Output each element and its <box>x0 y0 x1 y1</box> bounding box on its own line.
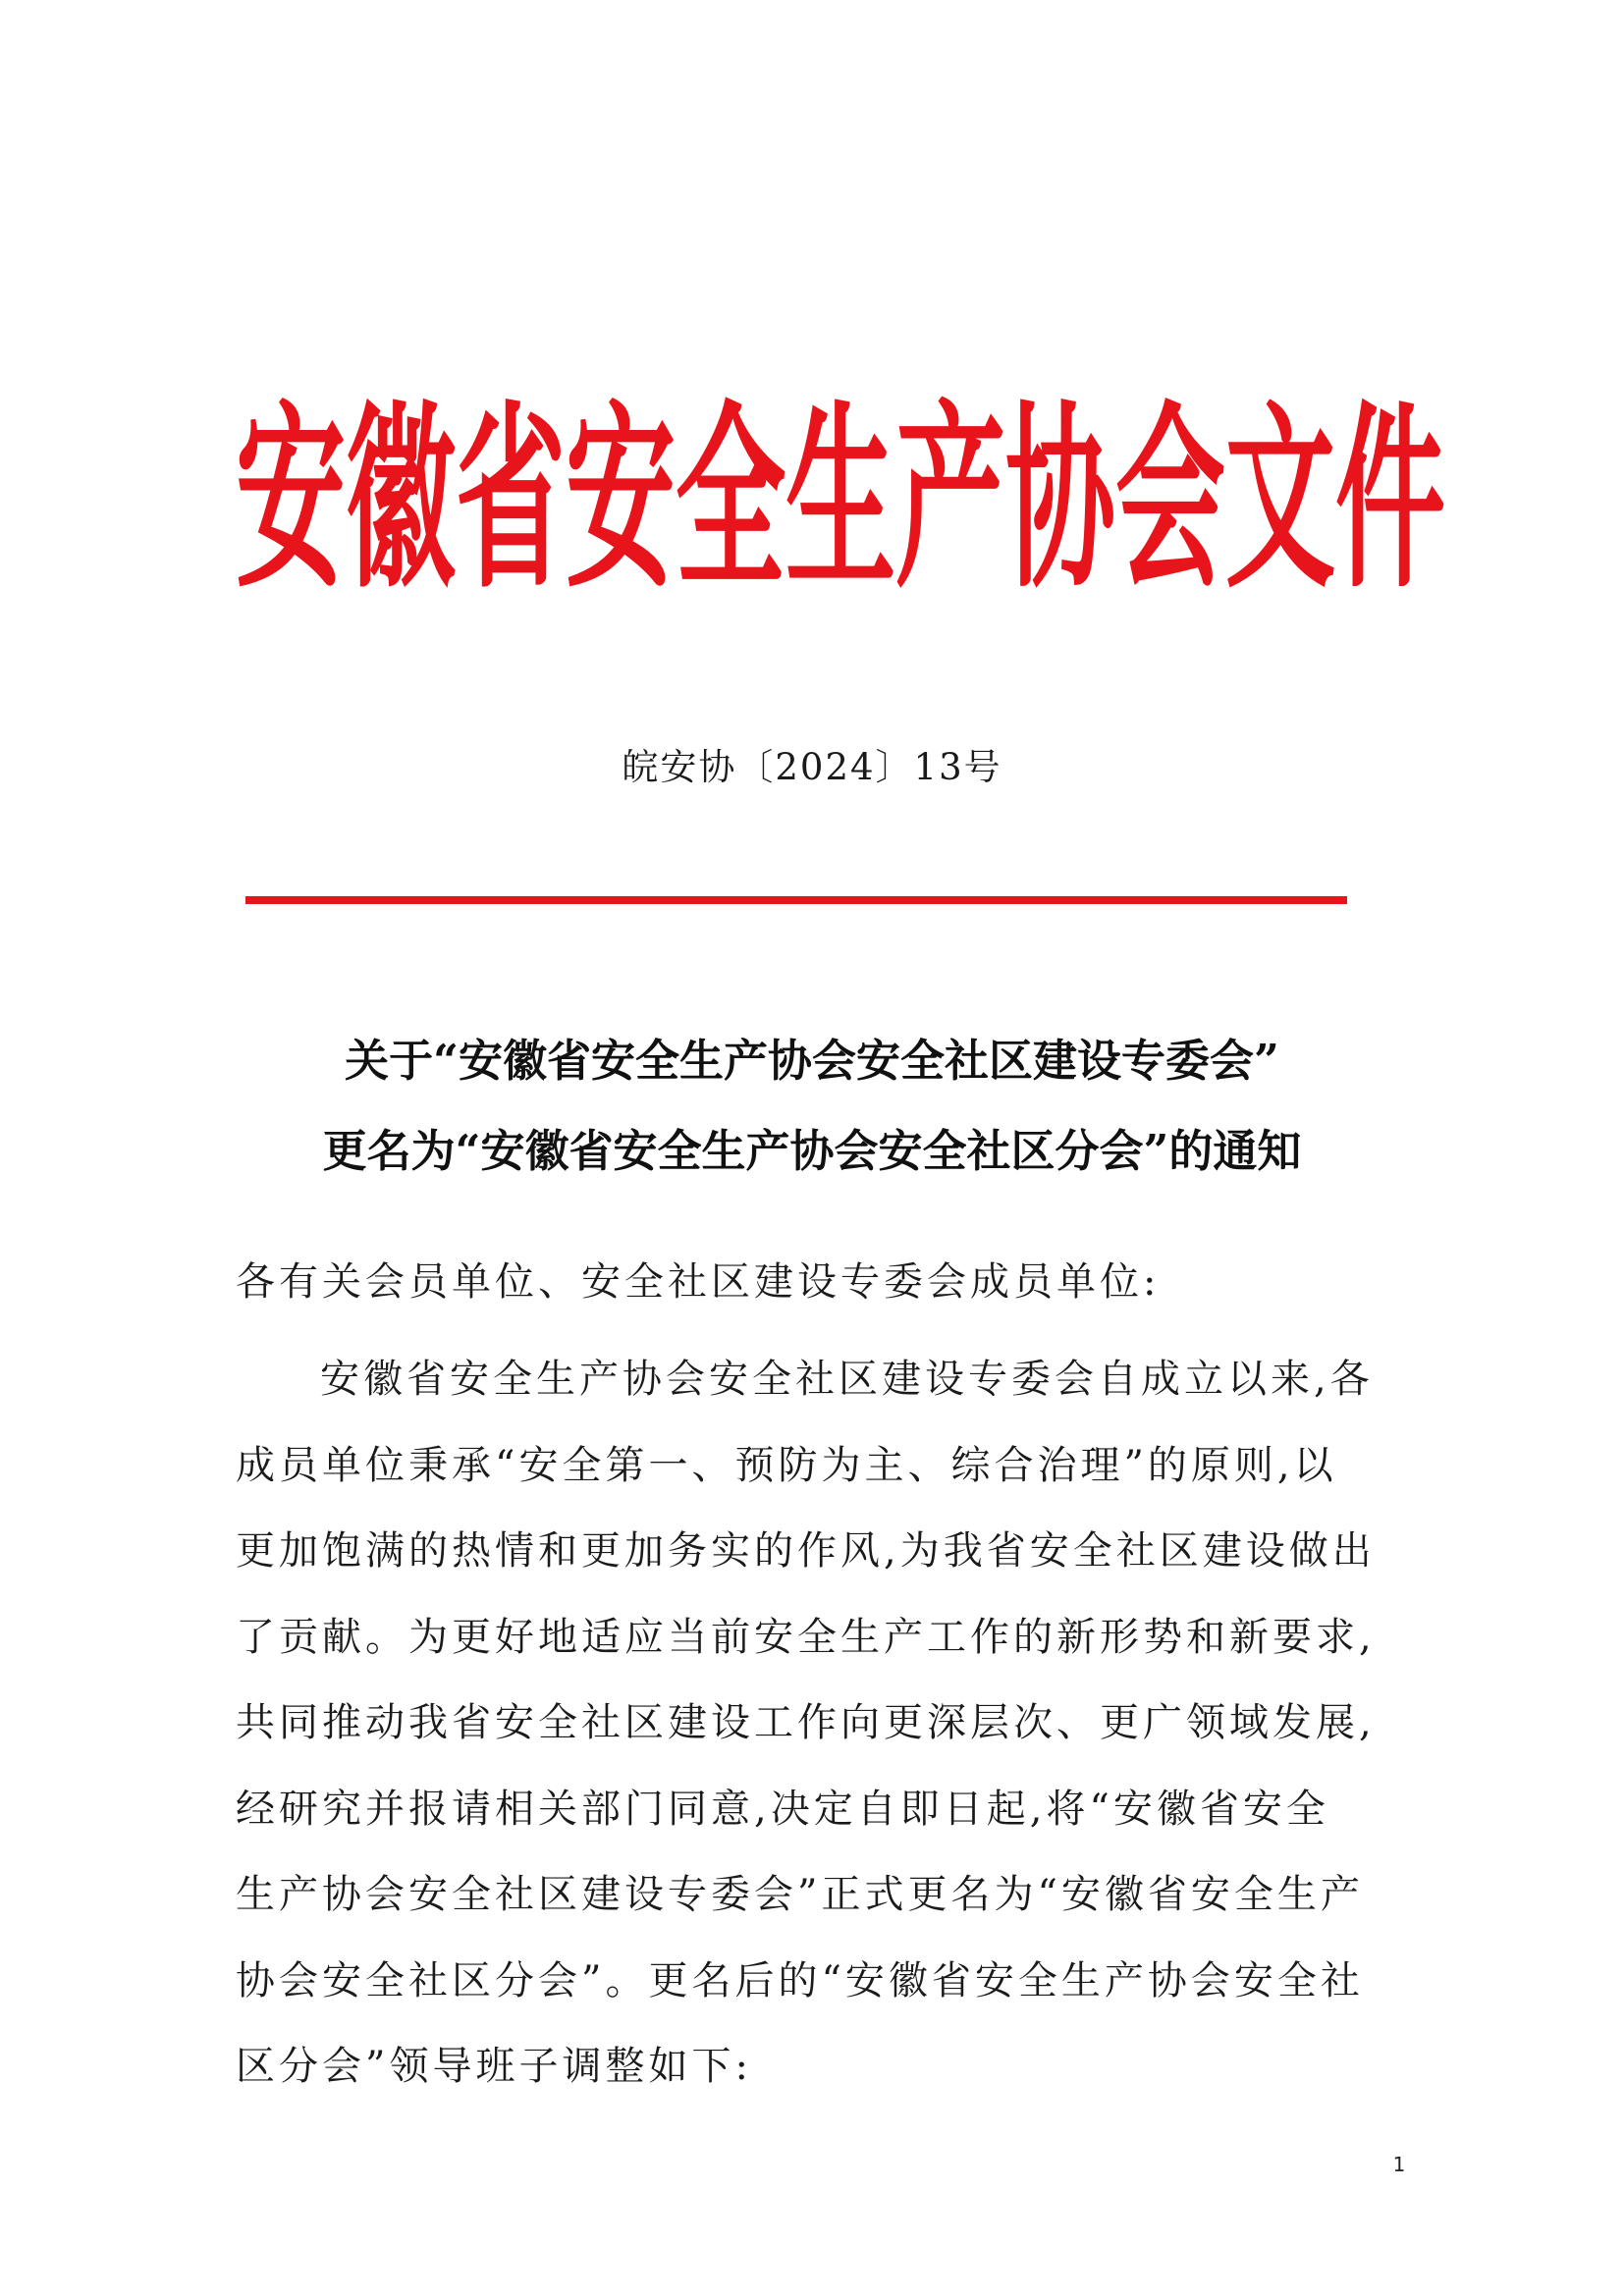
salutation: 各有关会员单位、安全社区建设专委会成员单位: <box>236 1259 1161 1305</box>
body-line: 生产协会安全社区建设专委会”正式更名为“安徽省安全生产 <box>236 1872 1364 1917</box>
notice-title <box>0 1016 1624 1197</box>
body-line: 了贡献。为更好地适应当前安全生产工作的新形势和新要求, <box>236 1614 1376 1660</box>
masthead-title: 安徽省安全生产协会文件 <box>236 386 1445 615</box>
body-line: 安徽省安全生产协会安全社区建设专委会自成立以来,各 <box>320 1357 1374 1402</box>
body-line: 区分会”领导班子调整如下: <box>236 2044 752 2089</box>
body-paragraph <box>236 1337 1414 2110</box>
body-line: 成员单位秉承“安全第一、预防为主、综合治理”的原则,以 <box>236 1442 1337 1488</box>
body-line: 共同推动我省安全社区建设工作向更深层次、更广领域发展, <box>236 1700 1376 1745</box>
page-number: 1 <box>1392 2153 1406 2176</box>
notice-title-line-1: 关于“安徽省安全生产协会安全社区建设专委会” <box>345 1035 1279 1087</box>
document-number: 皖安协〔2024〕13号 <box>622 746 1002 788</box>
body-line: 经研究并报请相关部门同意,决定自即日起,将“安徽省安全 <box>236 1786 1329 1832</box>
body-line: 更加饱满的热情和更加务实的作风,为我省安全社区建设做出 <box>236 1528 1376 1574</box>
red-divider-line <box>245 896 1347 904</box>
body-line: 协会安全社区分会”。更名后的“安徽省安全生产协会安全社 <box>236 1957 1364 2003</box>
notice-title-line-2: 更名为“安徽省安全生产协会安全社区分会”的通知 <box>322 1125 1302 1177</box>
